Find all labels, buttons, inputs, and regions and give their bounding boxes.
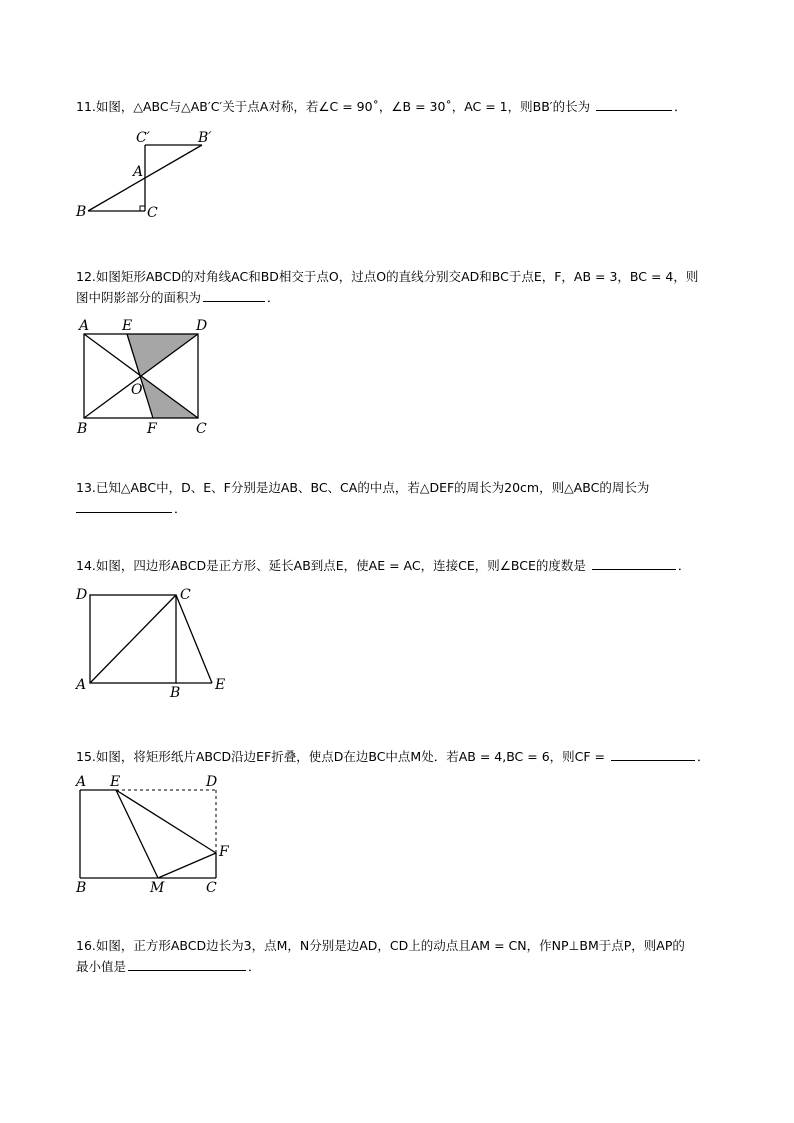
question-16-line2: 最小值是 [76,959,127,974]
fig14-label-b: B [170,685,181,701]
fig11-label-c: C [147,205,158,221]
fig14-label-c: C [180,587,191,603]
figure-12 [70,316,230,436]
question-14-end: ． [677,558,691,573]
answer-blank-15[interactable] [611,747,695,761]
fig14-seg-ce [176,595,212,683]
question-11-text: 11.如图，△ABC与△AB′C′关于点A对称，若∠C = 90˚，∠B = 30˚，AC = 1，则BB′的长为 [76,99,591,114]
fig12-label-a: A [79,318,90,334]
fig12-label-f: F [147,421,157,437]
question-12-line2: 图中阴影部分的面积为 [76,290,202,305]
fig11-right-angle [140,206,145,211]
fig15-seg-mf [158,853,216,878]
fig12-label-b: B [77,421,88,437]
fig14-label-a: A [76,677,87,693]
question-13-line1: 13.已知△ABC中，D、E、F分别是边AB、BC、CA的中点，若△DEF的周长为20cm，则△ABC的周长为 [76,480,650,495]
question-16 [76,935,716,977]
question-14 [76,555,716,576]
fig15-label-e: E [110,774,121,790]
fig15-label-b: B [76,880,87,896]
fig14-label-e: E [215,677,226,693]
question-15-end: ． [697,749,710,764]
figure-11 [70,126,230,226]
fig14-label-d: D [76,587,88,603]
question-14-text: 14.如图，四边形ABCD是正方形、延长AB到点E，使AE = AC，连接CE，则∠BCE的度数是 [76,558,586,573]
answer-blank-16[interactable] [128,957,246,971]
answer-blank-14[interactable] [592,556,676,570]
fig15-label-m: M [150,880,165,896]
fig12-label-o: O [131,382,143,398]
fig15-label-d: D [206,774,218,790]
question-12-end: ． [267,290,280,305]
question-11 [76,96,716,117]
question-13 [76,477,716,519]
figure-15 [70,772,240,897]
question-16-line1: 16.如图，正方形ABCD边长为3，点M，N分别是边AD，CD上的动点且AM = CN，作NP⊥BM于点P，则AP的 [76,938,685,953]
fig14-diagonal-ac [90,595,176,683]
fig15-label-a: A [76,774,87,790]
fig11-label-c-prime: C′ [136,130,150,146]
answer-blank-11[interactable] [596,97,672,111]
question-15-text: 15.如图，将矩形纸片ABCD沿边EF折叠，使点D在边BC中点M处．若AB = 4,BC = 6，则CF = [76,749,606,764]
fig11-label-b-prime: B′ [198,130,212,146]
fig15-label-c: C [206,880,217,896]
fig15-label-f: F [219,844,229,860]
fig12-label-d: D [196,318,208,334]
answer-blank-12[interactable] [203,288,265,302]
fig12-label-e: E [122,318,133,334]
figure-14 [70,582,240,702]
fig11-label-a: A [133,164,144,180]
fig11-label-b: B [76,204,87,220]
question-11-end: ． [674,99,687,114]
question-13-end: ． [174,501,187,516]
question-12-line1: 12.如图矩形ABCD的对角线AC和BD相交于点O，过点O的直线分别交AD和BC于点E，F，AB = 3，BC = 4，则 [76,269,699,284]
fig12-label-c: C [196,421,207,437]
question-15 [76,746,716,767]
question-12 [76,266,716,308]
answer-blank-13[interactable] [76,499,172,513]
question-16-end: ． [248,959,261,974]
